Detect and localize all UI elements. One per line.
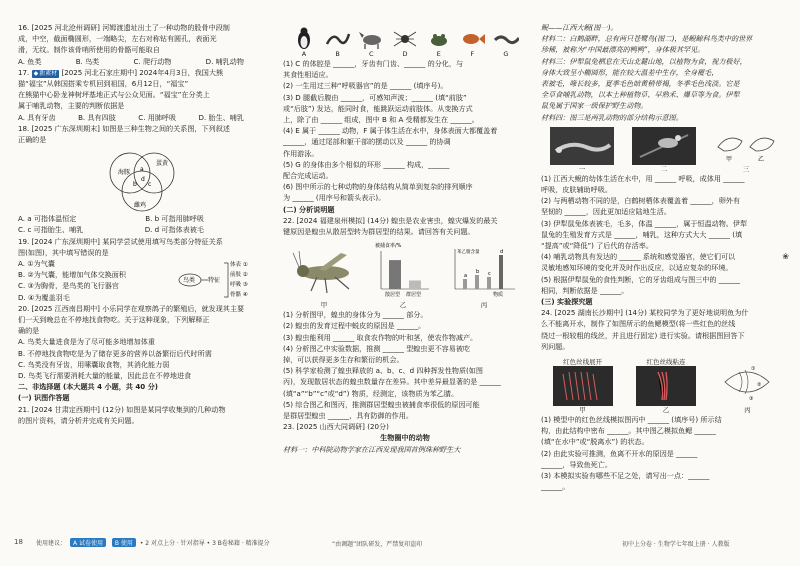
venn-a: a bbox=[140, 166, 144, 174]
q18-options-row1 bbox=[18, 213, 264, 224]
q16-line: 滑，无纹。制作该骨哨所使用的骨骼可能取自 bbox=[18, 45, 160, 55]
q19-option-a[interactable]: A. ①为气囊 bbox=[18, 259, 55, 269]
q22-part: (5) 综合图乙和图丙，推测群居型蝗虫被捕食率很低的原因可能 bbox=[283, 399, 480, 409]
material-line: 鲵——江西大鲵(图一)。 bbox=[541, 23, 618, 32]
q20-line: 20. [2025 江西南昌期中] 小乐同学在观察鸽子的繁殖后，就发现其主要 bbox=[18, 303, 245, 313]
figure-two bbox=[632, 127, 696, 173]
q19-option-d[interactable]: D. ④为覆盖羽毛 bbox=[18, 292, 70, 302]
q18-options-row2 bbox=[18, 224, 264, 235]
skull-icon bbox=[714, 127, 778, 165]
q21-part: (1) C 的体腔是 ______，牙齿有门齿、______ 的分化，与 bbox=[283, 59, 464, 68]
q17-options bbox=[18, 112, 264, 123]
venn-diagram bbox=[18, 145, 264, 213]
q21-part: (3) D 腿截后腹由 ______，可感知声波；______ (填“前肢” bbox=[283, 92, 467, 102]
q22-part: (5) 科学家检测了蝗虫释放的 a、b、c、d 四种挥发性物质(如图 bbox=[283, 366, 483, 376]
figure-substance-chart bbox=[449, 241, 519, 309]
tip-text: • 2 对点上分 · 针对指导 • 3 B卷秘籍 · 精准提分 bbox=[139, 540, 270, 547]
venn-label-1: 海豚 bbox=[118, 169, 131, 177]
q23-materials bbox=[541, 22, 787, 123]
tip-prefix: 使用建议： bbox=[36, 540, 67, 547]
q24-part: ______，导致鱼死亡。 bbox=[541, 459, 612, 469]
salamander-icon bbox=[550, 127, 614, 165]
peak-b: b bbox=[476, 269, 480, 276]
q23-part: 灵敏地感知环境的变化并及时作出反应，以适应复杂的环境。 bbox=[541, 263, 733, 273]
tip-badge-2: B 使用 bbox=[112, 538, 136, 547]
q23-part: 鼠兔的生殖发育方式是 ______，哺乳，这种方式大大 ______ (填 bbox=[541, 229, 743, 239]
fig4-jia: 甲 bbox=[579, 406, 586, 415]
question-20 bbox=[18, 303, 264, 381]
figure-one bbox=[550, 127, 614, 173]
substance-axis-label: 物质 bbox=[493, 292, 504, 299]
q17-line: 属于哺乳动物，主要的判断依据是 bbox=[18, 101, 125, 111]
animal-label: C bbox=[369, 50, 374, 58]
animal-label: F bbox=[470, 50, 475, 58]
q22-part: (3) 蝗虫能利用 ______ 取食农作物的叶和茎，使农作物减产。 bbox=[283, 332, 478, 342]
q21-part: (6) 图中所示的七种动物的身体结构从简单到复杂的排列顺序 bbox=[283, 182, 473, 192]
figure-bar-chart bbox=[373, 241, 433, 309]
question-22-parts bbox=[283, 309, 527, 421]
q22-part: (1) 分析图甲，蝗虫的身体分为 ______ 部分。 bbox=[283, 310, 428, 320]
animal-label: E bbox=[436, 50, 441, 58]
animal-f bbox=[457, 26, 487, 58]
q24-part: (3) 本模拟实验有哪些不足之处，请写出一点：______ bbox=[541, 471, 710, 481]
q18-line: 正确的是 bbox=[18, 135, 47, 145]
q19-line: 19. [2024 广东深圳期中] 某同学尝试使用填写鸟类部分特征关系 bbox=[18, 236, 223, 246]
tip-badge-1: A 试卷使用 bbox=[70, 538, 106, 547]
figure-three bbox=[714, 127, 778, 173]
fig-label-2: 二 bbox=[660, 164, 668, 173]
material-line: 身体大致呈小椭圆形，能在较大温差中生存，全身覆毛， bbox=[541, 67, 719, 77]
gill-model-stuck-icon bbox=[636, 366, 696, 406]
q23-part: 坚韧的 ______，因此更加适应陆地生活。 bbox=[541, 207, 671, 217]
q23-part: (4) 哺乳动物具有发达的 ______ 系统和感觉器官，使它们可以 bbox=[541, 252, 736, 262]
penguin-icon bbox=[291, 26, 317, 50]
q19-line: 图(如图)，其中填写错误的是 bbox=[18, 247, 109, 257]
spider-icon bbox=[392, 26, 418, 50]
q21-part: 配合完成运动。 bbox=[283, 171, 333, 181]
q16-option-b[interactable]: B. 鸟类 bbox=[75, 56, 100, 66]
binding-mark: ❀ bbox=[782, 252, 789, 261]
fig-label-jia: 甲 bbox=[320, 301, 328, 310]
q24-line: 24. [2025 湖南长沙期中] (14分) 某校同学为了更好地说明鱼为什 bbox=[541, 308, 749, 318]
q23-part: (1) 江西大鲵的幼体生活在水中，用 ______ 呼吸，成体用 ______ bbox=[541, 173, 745, 183]
q18-option-a[interactable]: A. a 可指体温恒定 bbox=[18, 214, 77, 224]
q24-line: 绕过一根较粗的线丝，并且进行固定) 进行实验。请根据图回答下 bbox=[541, 330, 745, 340]
q16-option-d[interactable]: D. 哺乳动物 bbox=[205, 56, 244, 66]
section-heading: 二、非选择题 (本大题共 4 小题，共 40 分) bbox=[18, 382, 159, 392]
q19-option-c[interactable]: C. ③为胸骨，是鸟类的飞行器官 bbox=[18, 281, 119, 291]
q16-option-a[interactable]: A. 鱼类 bbox=[18, 56, 42, 66]
gill-model-open-icon bbox=[553, 366, 613, 406]
q22-part: (4) 分析图乙中实验数据，推测 ______ 型蝗虫更不容易被吃 bbox=[283, 343, 471, 353]
bird-feature-diagram bbox=[178, 258, 262, 302]
animal-pictures bbox=[283, 22, 527, 58]
question-17 bbox=[18, 67, 264, 123]
venn-d: d bbox=[141, 176, 145, 184]
material-line: 材料三：伊犁鼠兔栖息在天山北麓山地，以植物为食，视力极好， bbox=[541, 56, 747, 66]
q21-part: (2) 一生用过三种“呼吸器官”的是 ______ (填序号)。 bbox=[283, 81, 448, 91]
locust-icon bbox=[291, 243, 357, 301]
material-line: 鼠兔属于国家一级保护野生动物。 bbox=[541, 101, 648, 111]
q18-option-c[interactable]: C. c 可指胎生、哺乳 bbox=[18, 225, 84, 235]
q22-part: (2) 蝗虫的发育过程中蜕皮的原因是 ______。 bbox=[283, 321, 426, 331]
bird-icon bbox=[632, 127, 696, 165]
venn-c: c bbox=[148, 181, 152, 189]
material-line: 材料二：白鹤湖畔，总有两只苍鹭鸟(图二)，是鲵鲸科鸟类中的世界 bbox=[541, 34, 753, 44]
q21-part: 为 ______ (用序号和箭头表示)。 bbox=[283, 193, 386, 203]
subsection-heading: (一) 识图作答题 bbox=[18, 393, 70, 403]
q21-part: 作用游泳。 bbox=[283, 148, 319, 158]
q17-line: 在熊猫中心卧龙神树坪基地正式与公众见面。“福宝”在分类上 bbox=[18, 90, 210, 100]
q24-line: 么不能离开水，制作了如图所示的鱼鳃模型(将一些红色的丝线 bbox=[541, 319, 736, 329]
frog-icon bbox=[426, 26, 452, 50]
figure-gill-stuck bbox=[636, 358, 696, 414]
page-footer bbox=[0, 536, 800, 554]
q22-part: 丙)，发现散居状态的蝗虫数量存在差异。其中差异最显著的是 ______ bbox=[283, 377, 501, 387]
fig3-yi: 乙 bbox=[758, 155, 765, 163]
column-left bbox=[18, 22, 264, 426]
peak-c: c bbox=[488, 271, 491, 278]
q18-line: 18. [2025 广东深圳期末] 如图是三种生物之间的关系图，下列叙述 bbox=[18, 123, 230, 133]
material-line: 全草食哺乳动物，以本土种植物草、早熟禾、爆草等为食。伊犁 bbox=[541, 90, 740, 100]
q17-number: 17. bbox=[18, 67, 30, 77]
fig-label-3: 三 bbox=[742, 164, 750, 173]
q16-options bbox=[18, 56, 264, 67]
q20-option-c[interactable]: C. 鸟类没有牙齿，用嗉囊取食物，其消化能力弱 bbox=[18, 359, 170, 369]
animal-c bbox=[356, 26, 386, 58]
q24-part: (2) 由此实验可推测，鱼离不开水的原因是 ______ bbox=[541, 448, 698, 458]
q17-option-a[interactable]: A. 具有牙齿 bbox=[18, 112, 56, 122]
question-24-parts bbox=[541, 414, 787, 492]
chart-xtick-2: 群居型 bbox=[406, 292, 422, 299]
q24-part: 构，由此结构中密布 ______。其中图乙模拟鱼鳃 ______ bbox=[541, 426, 716, 436]
bird-center-label: 鸟类 bbox=[183, 276, 196, 284]
q21-part: 其食性相适应。 bbox=[283, 70, 333, 80]
q22-figures bbox=[283, 237, 527, 309]
q16-option-c[interactable]: C. 爬行动物 bbox=[133, 56, 172, 66]
fish-gill-icon bbox=[719, 358, 775, 406]
q17-line: [2025 河北石家庄期中] 2024年4月3日，我国大熊 bbox=[61, 67, 224, 77]
q17-option-b[interactable]: B. 具有四肢 bbox=[78, 112, 116, 122]
q24-part: (填“在水中”或“脱离水”) 的状态。 bbox=[541, 437, 649, 447]
q21-part: 或“后肢”) 发达，能同时食，能跳跃运动前肢体。从变换方式 bbox=[283, 103, 473, 113]
bird-item-1: 体表 ① bbox=[230, 261, 248, 268]
q23-title: 生物圈中的动物 bbox=[380, 433, 430, 443]
q23-part: (3) 伊犁鼠兔体表被毛，毛多，体温 ______，属于恒温动物。伊犁 bbox=[541, 218, 748, 228]
substance-chart bbox=[449, 241, 519, 301]
q23-part: (5) 根据伊犁鼠兔的食性判断，它的牙齿组成与图三中的 ______ bbox=[541, 274, 740, 284]
predation-bar-chart bbox=[373, 241, 433, 301]
q22-line: 键原因是蝗虫从散居型转为群居型的结果。请回答有关问题。 bbox=[283, 227, 475, 237]
page-number: 18 bbox=[14, 538, 23, 546]
venn-figure bbox=[98, 145, 186, 213]
fig4-bing: 丙 bbox=[744, 406, 751, 415]
q16-line: 16. [2025 河北沧州调研] 河姆渡遗址出土了一种动物的股骨中段制 bbox=[18, 23, 230, 32]
animal-a bbox=[289, 26, 319, 58]
animal-b bbox=[323, 26, 353, 58]
question-21-parts bbox=[283, 58, 527, 204]
question-23-parts bbox=[541, 173, 787, 296]
gill-stuck-caption: 红色丝线粘连 bbox=[646, 358, 686, 367]
q16-line: 成，中空，截面椭圆形，一端略尖，左右对称钻有圆孔，表面光 bbox=[18, 34, 217, 44]
footer-series: 初中上分卷 · 生物学七年级上册 · 人教版 bbox=[622, 541, 730, 548]
q18-option-b[interactable]: B. b 可指用肺呼吸 bbox=[145, 214, 204, 224]
q21-part: 上，除了由 ______ 组成，图中 B 和 A 受精都发生在 ______。 bbox=[283, 115, 479, 125]
gill-open-caption: 红色丝线展开 bbox=[563, 358, 603, 367]
gill-mark-2: ② bbox=[757, 382, 762, 389]
q24-figures bbox=[541, 352, 787, 414]
q21-part: ______，通过尾部和躯干部的摆动以及 ______ 的协调 bbox=[283, 137, 451, 147]
q20-option-b[interactable]: B. 不停地找食物吃是为了储存更多的营养以备繁衍后代时所需 bbox=[18, 348, 212, 358]
animal-label: G bbox=[503, 50, 509, 58]
q24-part: (1) 模型中的红色丝线模拟图丙中 ______ (填序号) 所示结 bbox=[541, 415, 722, 425]
chart-xtick-1: 散居型 bbox=[385, 292, 401, 299]
venn-b: b bbox=[133, 181, 137, 189]
q21-line: 的图片资料，请分析并完成有关问题。 bbox=[18, 415, 139, 425]
q20-line: 们一天到晚总在不停地找食物吃。关于这种现象，下列解释正 bbox=[18, 315, 210, 325]
substance-y-label: 苯乙腈含量 bbox=[457, 250, 480, 256]
question-19 bbox=[18, 236, 264, 303]
q21-part: (4) E 属于 ______ 动物，F 属于体生活在水中，身体表面大都覆盖着 bbox=[283, 126, 498, 136]
gill-mark-3: ③ bbox=[749, 396, 754, 403]
q23-part: (2) 与两栖动物不同的是，白鹤树栖体表覆盖着 ______，卵外有 bbox=[541, 196, 740, 206]
q17-option-d[interactable]: D. 胎生、哺乳 bbox=[198, 112, 244, 122]
bird-feature-label: 特征 bbox=[208, 276, 221, 284]
q17-option-c[interactable]: C. 用肺呼吸 bbox=[138, 112, 177, 122]
column-right bbox=[541, 22, 787, 493]
column-middle bbox=[283, 22, 527, 455]
q23-part: 呼吸，皮肤辅助呼吸。 bbox=[541, 185, 612, 195]
fig4-yi: 乙 bbox=[662, 406, 670, 415]
bird-item-3: 呼吸 ③ bbox=[230, 281, 248, 288]
figure-gill-open bbox=[553, 358, 613, 414]
bar-sanju bbox=[389, 260, 401, 289]
question-16 bbox=[18, 22, 264, 67]
venn-label-2: 蛋黄 bbox=[156, 160, 169, 168]
animal-d bbox=[390, 26, 420, 58]
material-line: 表被毛，喙长较多，夏季毛色暗黄稍带褐，冬季毛色浅淡。它是 bbox=[541, 79, 740, 89]
animal-e bbox=[424, 26, 454, 58]
peak-a: a bbox=[464, 273, 468, 280]
q19-option-b[interactable]: B. ②为气囊，能增加气体交换面积 bbox=[18, 270, 126, 280]
subsection-heading: (三) 实验探究题 bbox=[541, 297, 593, 307]
subsection-heading: (二) 分析说明题 bbox=[283, 204, 335, 214]
bar-qunju bbox=[409, 281, 421, 290]
fig-label-bing: 丙 bbox=[480, 301, 488, 310]
animal-label: B bbox=[335, 50, 340, 58]
q23-part: 相同，判断依据是 ______。 bbox=[541, 285, 629, 295]
q23-figures bbox=[541, 123, 787, 173]
footer-slogan: “由调题”团队研发，严禁复印盗印 bbox=[332, 541, 423, 548]
material-line: 珍稀，被称为“中国最漂亮的鸭鸭”，身体极其罕见。 bbox=[541, 45, 705, 55]
animal-label: D bbox=[402, 50, 408, 58]
question-18 bbox=[18, 123, 264, 236]
fig3-jia: 甲 bbox=[726, 155, 733, 163]
q17-line: 猫“福宝”从韩国搭乘专机回到祖国，6月12日，“福宝” bbox=[18, 79, 189, 89]
new-material-badge: ◆ 新素材 bbox=[32, 70, 60, 78]
q23-line: 23. [2025 山西大同调研] (20分) bbox=[283, 422, 389, 432]
fig-label-1: 一 bbox=[578, 164, 586, 173]
fish-icon bbox=[459, 26, 485, 50]
q23-part: “提高”或“降低”) 了后代的存活率。 bbox=[541, 241, 653, 251]
bird-item-4: 骨骼 ④ bbox=[230, 291, 248, 298]
figure-locust bbox=[291, 243, 357, 309]
q23-material: 材料一：中科院动物学家在江西发现我国首例珠种野生大 bbox=[283, 444, 461, 454]
animal-g bbox=[491, 26, 521, 58]
q20-option-d[interactable]: D. 鸟类飞行需要消耗大量的能量，因此总在不停地进食 bbox=[18, 371, 192, 381]
venn-label-3: 雌鸡 bbox=[134, 202, 147, 210]
snake-icon bbox=[325, 26, 351, 50]
eel-icon bbox=[493, 26, 519, 50]
q21-line: 21. [2024 甘肃定西期中] (12分) 如图是某同学收集到的几种动物 bbox=[18, 404, 226, 414]
fig-label-yi: 乙 bbox=[399, 301, 407, 310]
peak-d: d bbox=[500, 249, 504, 256]
q22-part: 是群居型蝗虫 ______，具有防御的作用。 bbox=[283, 411, 413, 421]
q20-line: 确的是 bbox=[18, 326, 40, 336]
bird-item-2: 前肢 ② bbox=[230, 271, 248, 278]
animal-label: A bbox=[301, 50, 307, 58]
chart-ylabel: 被捕食率/% bbox=[375, 243, 402, 250]
material-line: 材料四：图三是两乳动物的部分结构示意图。 bbox=[541, 112, 683, 122]
q18-option-d[interactable]: D. d 可指体表被毛 bbox=[144, 225, 204, 235]
usage-tips bbox=[36, 538, 270, 547]
q22-line: 22. [2024 福建泉州模拟] (14分) 蝗虫是农业害虫，蝗灾爆发的最关 bbox=[283, 215, 498, 225]
q21-part: (5) G 的身体由多个相似的环形 ______ 构成，______ bbox=[283, 159, 450, 169]
q22-part: (填“a”“b”“c”或“d”) 物质，经测定，该物质为苯乙腈。 bbox=[283, 388, 459, 398]
q20-option-a[interactable]: A. 鸟类大量进食是为了尽可能多地增加体重 bbox=[18, 337, 155, 347]
q24-part: ______。 bbox=[541, 482, 570, 492]
q24-line: 列问题。 bbox=[541, 341, 570, 351]
q22-part: 掉，可以获得更多生存和繁衍的机会。 bbox=[283, 355, 404, 365]
figure-fish-gill bbox=[719, 358, 775, 414]
wolf-icon bbox=[358, 26, 384, 50]
gill-mark-1: ① bbox=[751, 366, 756, 373]
